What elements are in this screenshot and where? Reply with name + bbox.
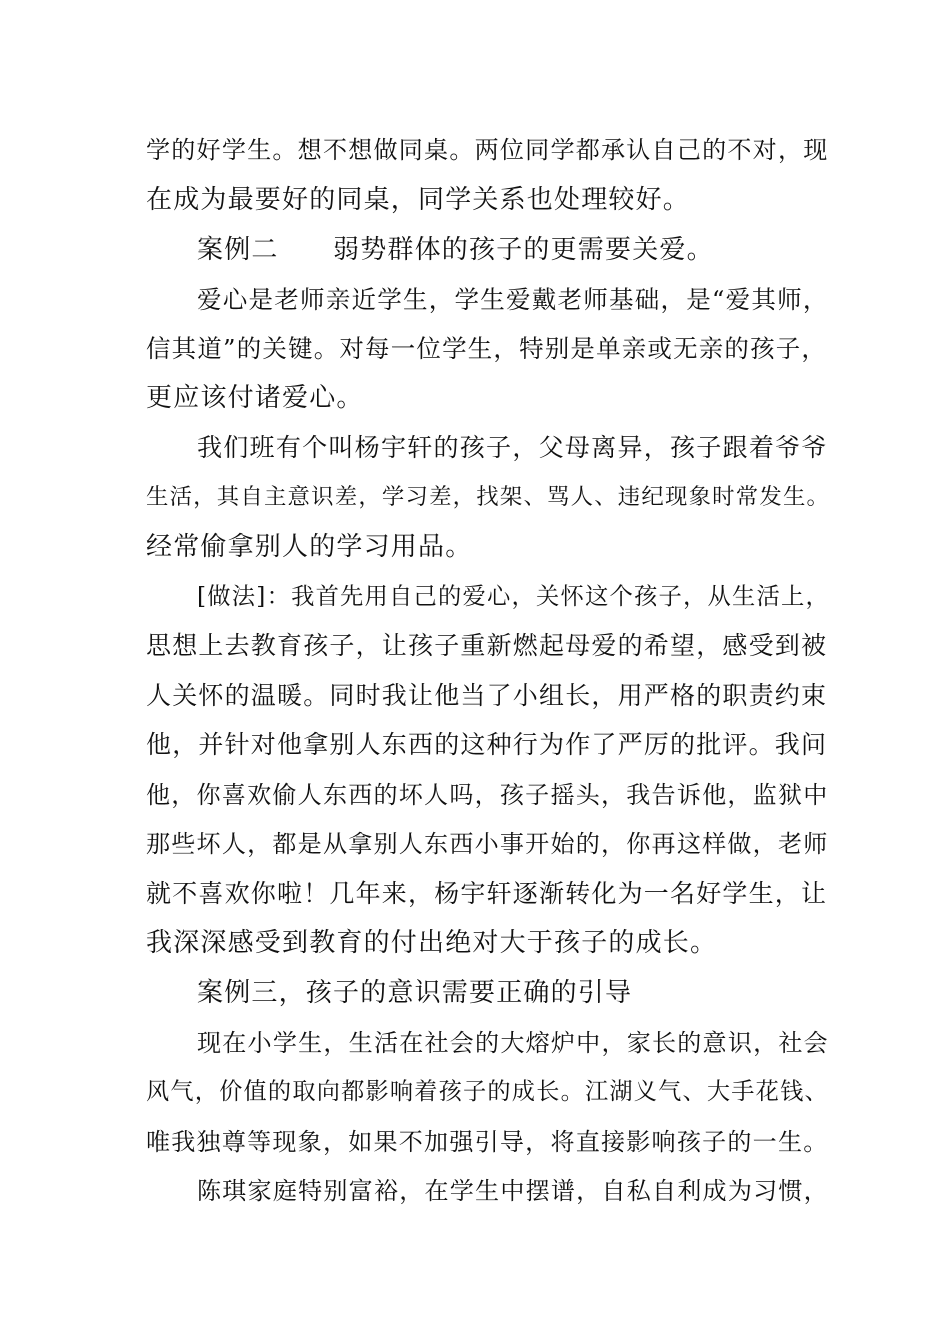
text-line: 人关怀的温暖。同时我让他当了小组长，用严格的职责约束: [146, 681, 828, 710]
text-line: 我深深感受到教育的付出绝对大于孩子的成长。: [146, 928, 718, 958]
text-line: 他，并针对他拿别人东西的这种行为作了严厉的批评。我问: [146, 730, 828, 759]
text-line: 爱心是老师亲近学生，学生爱戴老师基础，是“爱其师，: [197, 285, 829, 314]
text-line: 信其道”的关键。对每一位学生，特别是单亲或无亲的孩子，: [146, 334, 828, 363]
text-line: 唯我独尊等现象，如果不加强引导，将直接影响孩子的一生。: [146, 1128, 829, 1156]
text-line: 生活，其自主意识差，学习差，找架、骂人、违纪现象时常发生。: [146, 484, 831, 510]
case-heading: 案例二 弱势群体的孩子的更需要关爱。: [197, 235, 714, 265]
text-line: 现在小学生，生活在社会的大熔炉中，家长的意识，社会: [197, 1029, 829, 1057]
text-line: 更应该付诸爱心。: [146, 383, 364, 413]
case-heading: 案例三，孩子的意识需要正确的引导: [197, 978, 633, 1008]
text-line: 陈琪家庭特别富裕，在学生中摆谱，自私自利成为习惯，: [197, 1177, 829, 1205]
text-line: [做法]：我首先用自己的爱心，关怀这个孩子，从生活上，: [197, 583, 830, 610]
text-line: 经常偷拿别人的学习用品。: [146, 532, 473, 562]
text-line: 学的好学生。想不想做同桌。两位同学都承认自己的不对，现: [146, 136, 829, 164]
text-line: 他，你喜欢偷人东西的坏人吗，孩子摇头，我告诉他，监狱中: [146, 781, 829, 809]
text-line: 我们班有个叫杨宇轩的孩子，父母离异，孩子跟着爷爷: [197, 433, 828, 462]
text-line: 就不喜欢你啦！几年来，杨宇轩逐渐转化为一名好学生，让: [146, 879, 828, 908]
text-line: 在成为最要好的同桌，同学关系也处理较好。: [146, 185, 691, 215]
text-line: 那些坏人，都是从拿别人东西小事开始的，你再这样做，老师: [146, 830, 829, 858]
text-line: 思想上去教育孩子，让孩子重新燃起母爱的希望，感受到被: [146, 631, 828, 660]
text-line: 风气，价值的取向都影响着孩子的成长。江湖义气、大手花钱、: [146, 1078, 829, 1105]
